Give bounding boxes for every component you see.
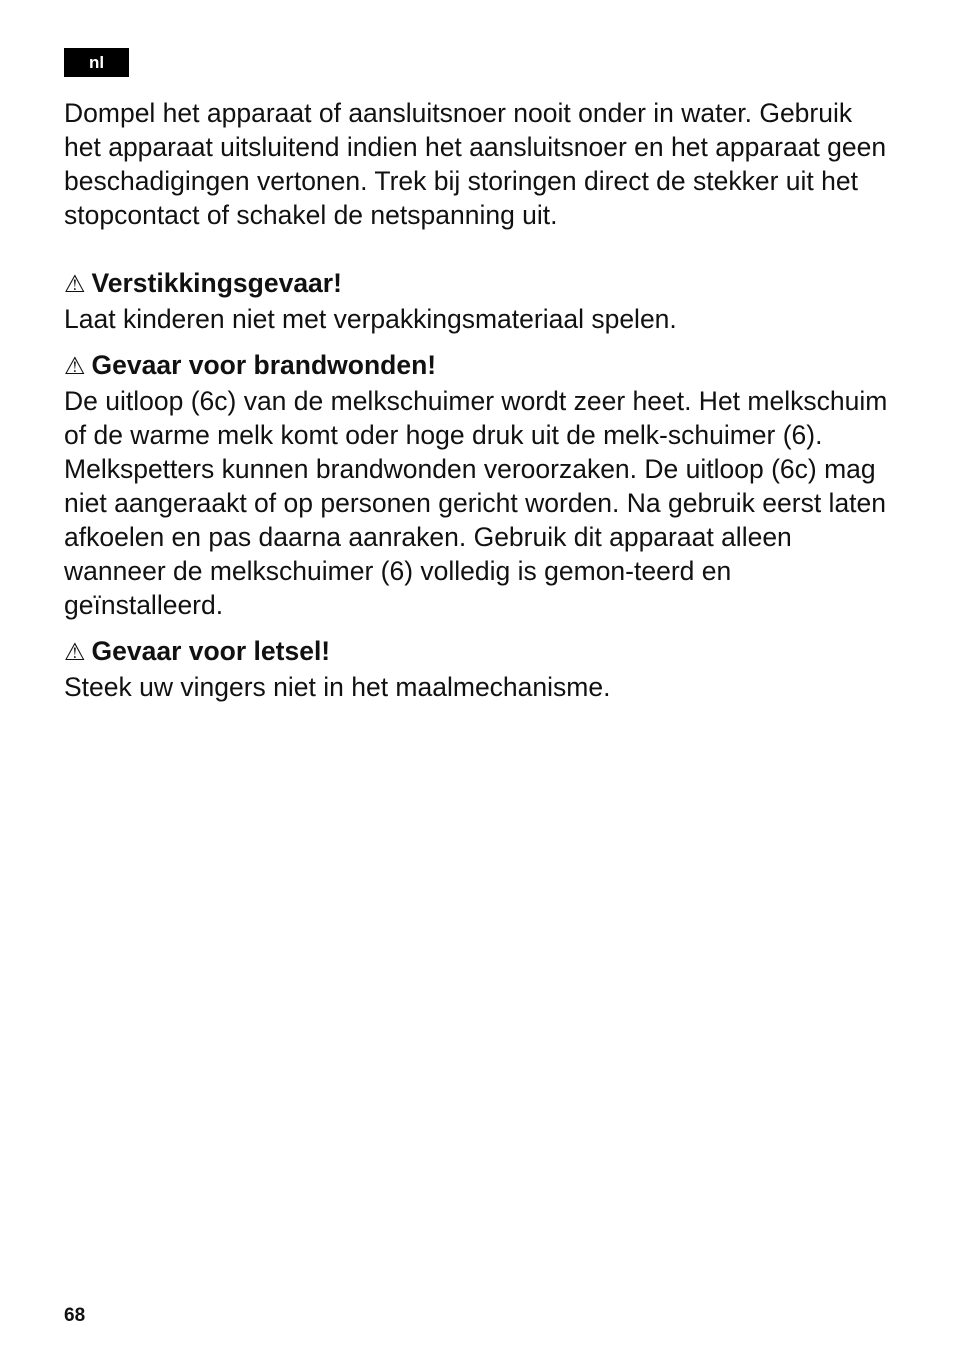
warning-text: De uitloop (6c) van de melkschuimer wordt zeer heet. Het melkschuim of de warme melk komt oder hoge druk uit de melk-schuimer (6). Melkspetters kunnen brandwonden veroorzaken. De uitloop (6c) mag niet aangeraakt of op personen gericht worden. Na gebruik eerst laten afkoelen en pas daarna aanraken. Gebruik dit apparaat alleen wanneer de melkschuimer (6) volledig is gemon-teerd en geïnstalleerd.: [64, 386, 888, 620]
warning-heading: [64, 348, 894, 384]
warning-triangle-icon: ⚠: [64, 353, 86, 380]
warning-text: Steek uw vingers niet in het maalmechanisme.: [64, 672, 611, 702]
manual-content: [64, 96, 894, 716]
warning-triangle-icon: ⚠: [64, 639, 86, 666]
warning-text: Laat kinderen niet met verpakkingsmateriaal spelen.: [64, 304, 677, 334]
warning-triangle-icon: ⚠: [64, 271, 86, 298]
warning-heading-text: Gevaar voor brandwonden!: [91, 350, 437, 380]
warning-injury: [64, 634, 894, 704]
warning-suffocation: [64, 266, 894, 336]
language-tab: nl: [64, 48, 129, 77]
intro-paragraph: Dompel het apparaat of aansluitsnoer nooit onder in water. Gebruik het apparaat uitsluitend indien het aansluitsnoer en het apparaat geen beschadigingen vertonen. Trek bij storingen direct de stekker uit het stopcontact of schakel de netspanning uit.: [64, 98, 887, 230]
warning-heading-text: Verstikkingsgevaar!: [91, 268, 342, 298]
warning-heading-text: Gevaar voor letsel!: [91, 636, 331, 666]
warning-burns: [64, 348, 894, 622]
page-number: 68: [64, 1305, 86, 1326]
warning-heading: [64, 634, 894, 670]
warning-heading: [64, 266, 894, 302]
